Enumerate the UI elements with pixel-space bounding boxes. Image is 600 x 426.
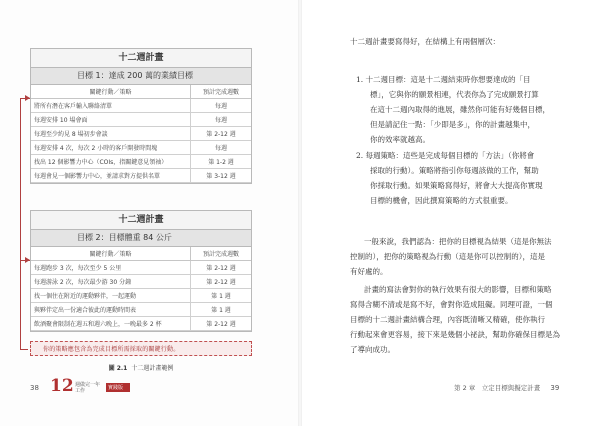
plan-1-table bbox=[31, 85, 251, 183]
item1-line: 但是請記住一點：「少即是多」，你的計畫越集中， bbox=[370, 120, 535, 129]
page-number-right: 39 bbox=[550, 384, 560, 392]
paragraph-1 bbox=[350, 234, 580, 279]
para2-line: 計畫的寫法會對你的執行效果有很大的影響，目標和策略 bbox=[364, 285, 552, 294]
list-item-strategy bbox=[356, 148, 576, 208]
table-row bbox=[31, 155, 251, 169]
twelve-week-plan-2 bbox=[30, 210, 252, 332]
weeks-cell: 第 2-12 週 bbox=[191, 127, 252, 141]
para1-line: 控制的），把你的策略視為行動（這是你可以控制的），這是 bbox=[350, 252, 545, 261]
figure-caption bbox=[30, 363, 252, 372]
plan-1-header-actions: 關鍵行動／策略 bbox=[31, 85, 191, 99]
book-title-small: 週做完一年工作 bbox=[75, 382, 101, 394]
table-row bbox=[31, 275, 251, 289]
list-item-goal bbox=[356, 72, 576, 147]
weeks-cell: 第 3-12 週 bbox=[191, 169, 252, 183]
intro-text: 十二週計畫要寫得好，在結構上有兩個層次： bbox=[350, 37, 500, 46]
para2-line: 了導向成功。 bbox=[350, 345, 395, 354]
plan-2-header-weeks: 預計完成週數 bbox=[191, 247, 252, 261]
strategy-bracket bbox=[20, 98, 21, 349]
edition-tag: 實踐版 bbox=[106, 383, 130, 392]
plan-1-goal: 目標 1：達成 200 萬的業績目標 bbox=[31, 68, 251, 85]
strategy-note: 你的策略應包含為完成目標所需採取的關鍵行動。 bbox=[30, 341, 252, 356]
book-gutter bbox=[298, 0, 302, 426]
item1-line: 1. 十二週目標：這是十二週結束時你想要達成的「目 bbox=[356, 75, 531, 84]
action-cell: 與夥伴定出一份適合彼此的運動時間表 bbox=[31, 303, 191, 317]
weeks-cell: 第 1 週 bbox=[191, 289, 252, 303]
action-cell: 每週安排 10 場會面 bbox=[31, 113, 191, 127]
plan-2-header-row bbox=[31, 247, 251, 261]
page-number-left: 38 bbox=[30, 384, 39, 392]
para1-line: 有好處的。 bbox=[350, 267, 388, 276]
table-row bbox=[31, 303, 251, 317]
action-cell: 找出 12 個影響力中心（COIs，指關鍵意見領袖） bbox=[31, 155, 191, 169]
weeks-cell: 每週 bbox=[191, 141, 252, 155]
table-row bbox=[31, 261, 251, 275]
plan-2-title: 十二週計畫 bbox=[31, 211, 251, 230]
table-row bbox=[31, 127, 251, 141]
arrow-right-icon bbox=[25, 257, 30, 263]
weeks-cell: 第 1 週 bbox=[191, 303, 252, 317]
para2-line: 行動起來會更容易，接下來是幾個小祕訣，幫助你確保目標是為 bbox=[350, 330, 560, 339]
item2-line: 採取的行動）。策略將指引你每週該做的工作，幫助 bbox=[370, 166, 539, 175]
action-cell: 每週游泳 2 次，每次最少游 30 分鐘 bbox=[31, 275, 191, 289]
arrow-right-icon bbox=[25, 95, 30, 101]
item1-line: 標」，它與你的願景相連，代表你為了完成願景打算 bbox=[370, 90, 539, 99]
plan-1-title: 十二週計畫 bbox=[31, 49, 251, 68]
plan-2-goal: 目標 2：目標體重 84 公斤 bbox=[31, 230, 251, 247]
para2-line: 目標的十二週計畫結構合理，內容既清晰又精確，使你執行 bbox=[350, 315, 545, 324]
figure-caption-label: 圖 2.1 bbox=[108, 365, 128, 372]
action-cell: 每週至少約見 8 場初步會談 bbox=[31, 127, 191, 141]
table-row bbox=[31, 113, 251, 127]
para2-line: 寫得含糊不清或是寫不好，會對你造成阻礙。同理可證，一個 bbox=[350, 300, 553, 309]
plan-1-header-row bbox=[31, 85, 251, 99]
right-page-footer bbox=[454, 383, 559, 392]
plan-1-header-weeks: 預計完成週數 bbox=[191, 85, 252, 99]
intro-paragraph bbox=[350, 34, 580, 49]
item2-line: 你採取行動。如果策略寫得好，將會大大提高你實現 bbox=[370, 181, 543, 190]
twelve-week-plan-1 bbox=[30, 48, 252, 184]
paragraph-2 bbox=[350, 282, 580, 357]
bracket-tick-bottom bbox=[20, 349, 28, 350]
action-cell: 每週會見一個影響力中心，並請求對方提供名單 bbox=[31, 169, 191, 183]
action-cell: 飲酒聚會限制在週五和週六晚上，一晚最多 2 杯 bbox=[31, 317, 191, 331]
weeks-cell: 每週 bbox=[191, 99, 252, 113]
right-page bbox=[300, 0, 600, 426]
table-row bbox=[31, 141, 251, 155]
action-cell: 找一個住在附近的運動夥伴，一起運動 bbox=[31, 289, 191, 303]
weeks-cell: 第 2-12 週 bbox=[191, 261, 252, 275]
item1-line: 你的效率就越高。 bbox=[370, 135, 430, 144]
figure-caption-text: 十二週計畫範例 bbox=[131, 365, 174, 372]
plan-2-table bbox=[31, 247, 251, 331]
table-row bbox=[31, 169, 251, 183]
item2-line: 目標的機會，因此撰寫策略的方式很重要。 bbox=[370, 196, 513, 205]
para1-line: 一般來說，我們認為：把你的目標視為結果（這是你無法 bbox=[364, 237, 552, 246]
table-row bbox=[31, 317, 251, 331]
weeks-cell: 第 1-2 週 bbox=[191, 155, 252, 169]
weeks-cell: 每週 bbox=[191, 113, 252, 127]
table-row bbox=[31, 289, 251, 303]
action-cell: 每週跑步 3 次，每次至少 5 公里 bbox=[31, 261, 191, 275]
table-row bbox=[31, 99, 251, 113]
weeks-cell: 第 2-12 週 bbox=[191, 317, 252, 331]
item1-line: 在這十二週內取得的進展，雖然你可能有好幾個目標， bbox=[370, 105, 550, 114]
action-cell: 將所有潛在客戶輸入聯絡清單 bbox=[31, 99, 191, 113]
action-cell: 每週安排 4 次，每次 2 小時的客戶開發時間塊 bbox=[31, 141, 191, 155]
plan-2-header-actions: 關鍵行動／策略 bbox=[31, 247, 191, 261]
item2-line: 2. 每週策略：這些是完成每個目標的「方法」（你將會 bbox=[356, 151, 535, 160]
book-logo-number: 12 bbox=[50, 376, 74, 396]
chapter-title: 第 2 章 立定目標與擬定計畫 bbox=[454, 384, 541, 392]
weeks-cell: 第 2-12 週 bbox=[191, 275, 252, 289]
